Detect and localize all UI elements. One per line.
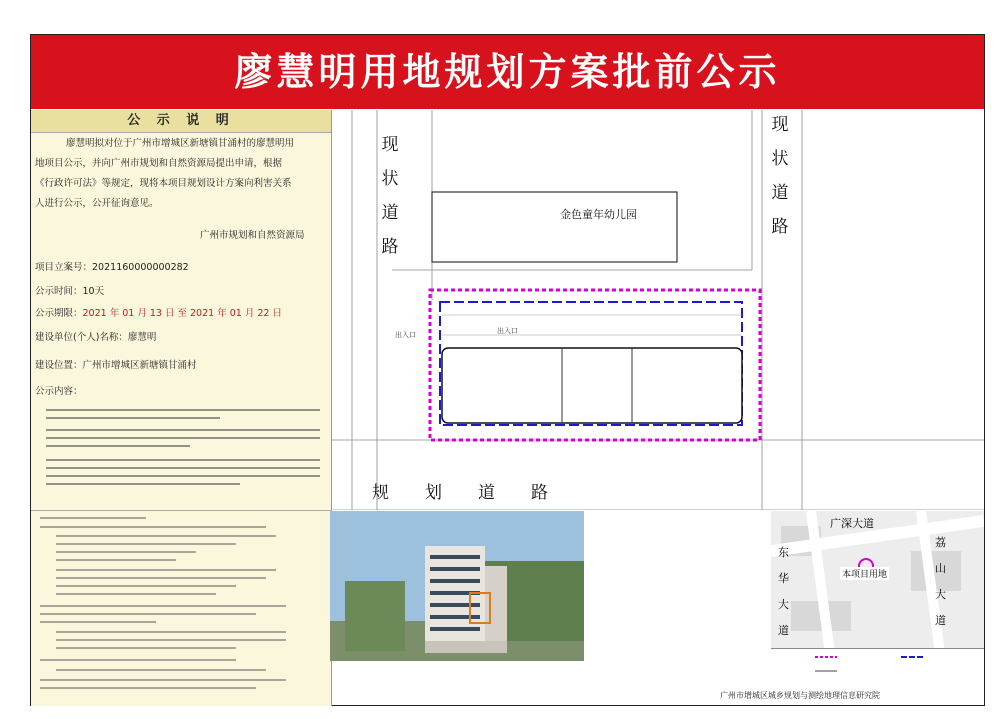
notice-body-line-3: 《行政许可法》等规定，现将本项目规划设计方案向利害关系 [35, 178, 292, 189]
notice-body-line-1: 廖慧明拟对位于广州市增城区新塘镇甘涌村的廖慧明用 [66, 138, 295, 149]
title-banner [31, 35, 984, 109]
locmap-road-2: 东华大道 [778, 546, 789, 637]
unit-value: 廖慧明 [127, 332, 157, 343]
project-number-label: 项目立案号： [35, 262, 93, 273]
period-row [35, 282, 104, 302]
content-fine-print [40, 404, 325, 504]
locmap-road-3: 荔山大道 [935, 536, 946, 627]
legend [771, 648, 984, 689]
site-plan-drawing [332, 110, 984, 510]
notice-issuer: 广州市规划和自然资源局 [200, 230, 305, 241]
notice-body-line-4: 人进行公示，公开征询意见。 [35, 198, 159, 209]
project-number-row [35, 258, 189, 278]
entry-label-north: 出入口 [497, 327, 518, 335]
deadline-row [35, 304, 282, 324]
road-label-bottom: 规划道路 [372, 483, 584, 503]
location-map [771, 511, 984, 661]
period-value: 10天 [82, 286, 105, 297]
instructions-fine-print [36, 514, 326, 690]
footer-credit: 广州市增城区城乡规划与测绘地理信息研究院 [720, 691, 880, 700]
unit-row [35, 328, 156, 348]
period-label: 公示时间： [35, 286, 83, 297]
deadline-label: 公示期限： [35, 308, 83, 319]
location-row [35, 356, 197, 376]
locmap-project-label: 本项目用地 [840, 567, 889, 580]
kindergarten-label: 金色童年幼儿园 [560, 208, 637, 221]
location-label: 建设位置： [35, 360, 83, 371]
road-label-right: 现状道路 [771, 115, 789, 237]
locmap-road-1: 广深大道 [830, 517, 874, 530]
content-label: 公示内容： [35, 386, 83, 397]
building-rendering [330, 511, 584, 661]
notice-heading: 公 示 说 明 [31, 110, 331, 133]
page-title: 廖慧明用地规划方案批前公示 [234, 50, 781, 94]
deadline-value: 2021 年 01 月 13 日 至 2021 年 01 月 22 日 [82, 308, 282, 319]
location-value: 广州市增城区新塘镇甘涌村 [82, 360, 197, 371]
notice-body-line-2: 地项目公示，并向广州市规划和自然资源局提出申请，根据 [35, 158, 283, 169]
unit-label: 建设单位(个人)名称： [35, 332, 128, 343]
entry-label-west: 出入口 [395, 331, 416, 339]
road-label-left: 现状道路 [381, 135, 399, 257]
project-number: 2021160000000282 [92, 262, 189, 273]
